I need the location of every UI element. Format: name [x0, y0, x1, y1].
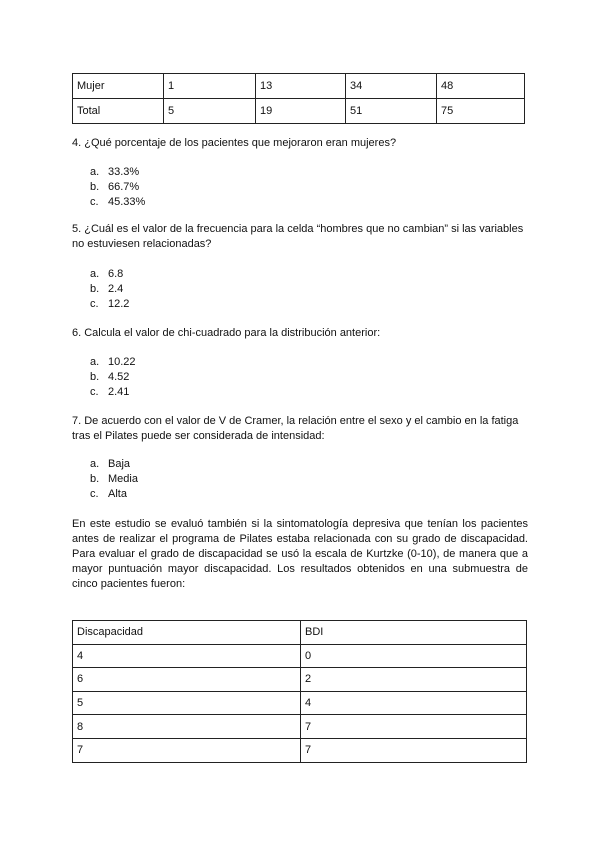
- option-value: 66.7%: [108, 181, 140, 193]
- table-cell: 5: [73, 691, 301, 715]
- question-6-options: [90, 355, 136, 400]
- option-item: [90, 195, 145, 210]
- table-cell: 6: [73, 668, 301, 692]
- option-item: [90, 180, 145, 195]
- question-6: 6. Calcula el valor de chi-cuadrado para la distribución anterior:: [72, 327, 381, 339]
- table-cell: 7: [73, 738, 301, 762]
- option-label: a.: [90, 268, 100, 280]
- option-value: Media: [108, 473, 138, 485]
- option-value: 10.22: [108, 356, 136, 368]
- column-header: Discapacidad: [73, 621, 301, 645]
- table-cell: 0: [301, 644, 527, 668]
- option-item: [90, 472, 138, 487]
- question-5-options: [90, 267, 129, 312]
- table-cell: 8: [73, 715, 301, 739]
- option-label: c.: [90, 196, 99, 208]
- option-label: b.: [90, 283, 100, 295]
- option-label: b.: [90, 473, 100, 485]
- question-4-options: [90, 165, 145, 210]
- sex-change-table: [72, 73, 525, 124]
- option-item: [90, 297, 129, 312]
- table-cell: 5: [164, 99, 256, 124]
- question-5: 5. ¿Cuál es el valor de la frecuencia para la celda “hombres que no cambian” si las variables no estuviesen relacionadas?: [72, 223, 524, 250]
- column-header: BDI: [301, 621, 527, 645]
- table-row: [73, 99, 525, 124]
- option-value: 2.4: [108, 283, 124, 295]
- study-paragraph: En este estudio se evaluó también si la sintomatología depresiva que tenían los pacientes antes de realizar el programa de Pilates estaba relacionada con su grado de discapacidad. Para evaluar el grado de discapacidad se usó la escala de Kurtzke (0-10), de manera que a mayor puntuación mayor discapacidad. Los resultados obtenidos en una submuestra de cinco pacientes fueron:: [72, 518, 528, 590]
- option-label: a.: [90, 458, 100, 470]
- table-cell: 34: [346, 74, 437, 99]
- table-row: [73, 668, 527, 692]
- option-value: 4.52: [108, 371, 130, 383]
- option-label: a.: [90, 166, 100, 178]
- option-item: [90, 487, 138, 502]
- option-label: a.: [90, 356, 100, 368]
- question-7-options: [90, 457, 138, 502]
- option-label: c.: [90, 386, 99, 398]
- table-row: [73, 715, 527, 739]
- question-7: 7. De acuerdo con el valor de V de Cramer, la relación entre el sexo y el cambio en la fatiga tras el Pilates puede ser considerada de intensidad:: [72, 415, 519, 442]
- row-label: Total: [73, 99, 164, 124]
- table-cell: 1: [164, 74, 256, 99]
- option-item: [90, 282, 129, 297]
- option-item: [90, 457, 138, 472]
- table-cell: 2: [301, 668, 527, 692]
- table-cell: 51: [346, 99, 437, 124]
- option-item: [90, 267, 129, 282]
- table-header-row: [73, 621, 527, 645]
- table-row: [73, 738, 527, 762]
- option-value: 45.33%: [108, 196, 146, 208]
- option-label: b.: [90, 181, 100, 193]
- option-value: Alta: [108, 488, 127, 500]
- option-item: [90, 165, 145, 180]
- option-item: [90, 355, 136, 370]
- option-value: 12.2: [108, 298, 130, 310]
- table-cell: 4: [301, 691, 527, 715]
- option-label: c.: [90, 488, 99, 500]
- question-4: 4. ¿Qué porcentaje de los pacientes que mejoraron eran mujeres?: [72, 137, 397, 149]
- option-value: Baja: [108, 458, 131, 470]
- disability-bdi-table: [72, 620, 527, 763]
- option-label: c.: [90, 298, 99, 310]
- option-value: 2.41: [108, 386, 130, 398]
- option-value: 33.3%: [108, 166, 140, 178]
- table-row: [73, 644, 527, 668]
- table-cell: 19: [256, 99, 346, 124]
- table-cell: 48: [437, 74, 525, 99]
- table-cell: 75: [437, 99, 525, 124]
- row-label: Mujer: [73, 74, 164, 99]
- option-item: [90, 370, 136, 385]
- table-cell: 7: [301, 715, 527, 739]
- option-label: b.: [90, 371, 100, 383]
- table-row: [73, 691, 527, 715]
- table-cell: 4: [73, 644, 301, 668]
- option-value: 6.8: [108, 268, 124, 280]
- table-cell: 13: [256, 74, 346, 99]
- option-item: [90, 385, 136, 400]
- table-row: [73, 74, 525, 99]
- table-cell: 7: [301, 738, 527, 762]
